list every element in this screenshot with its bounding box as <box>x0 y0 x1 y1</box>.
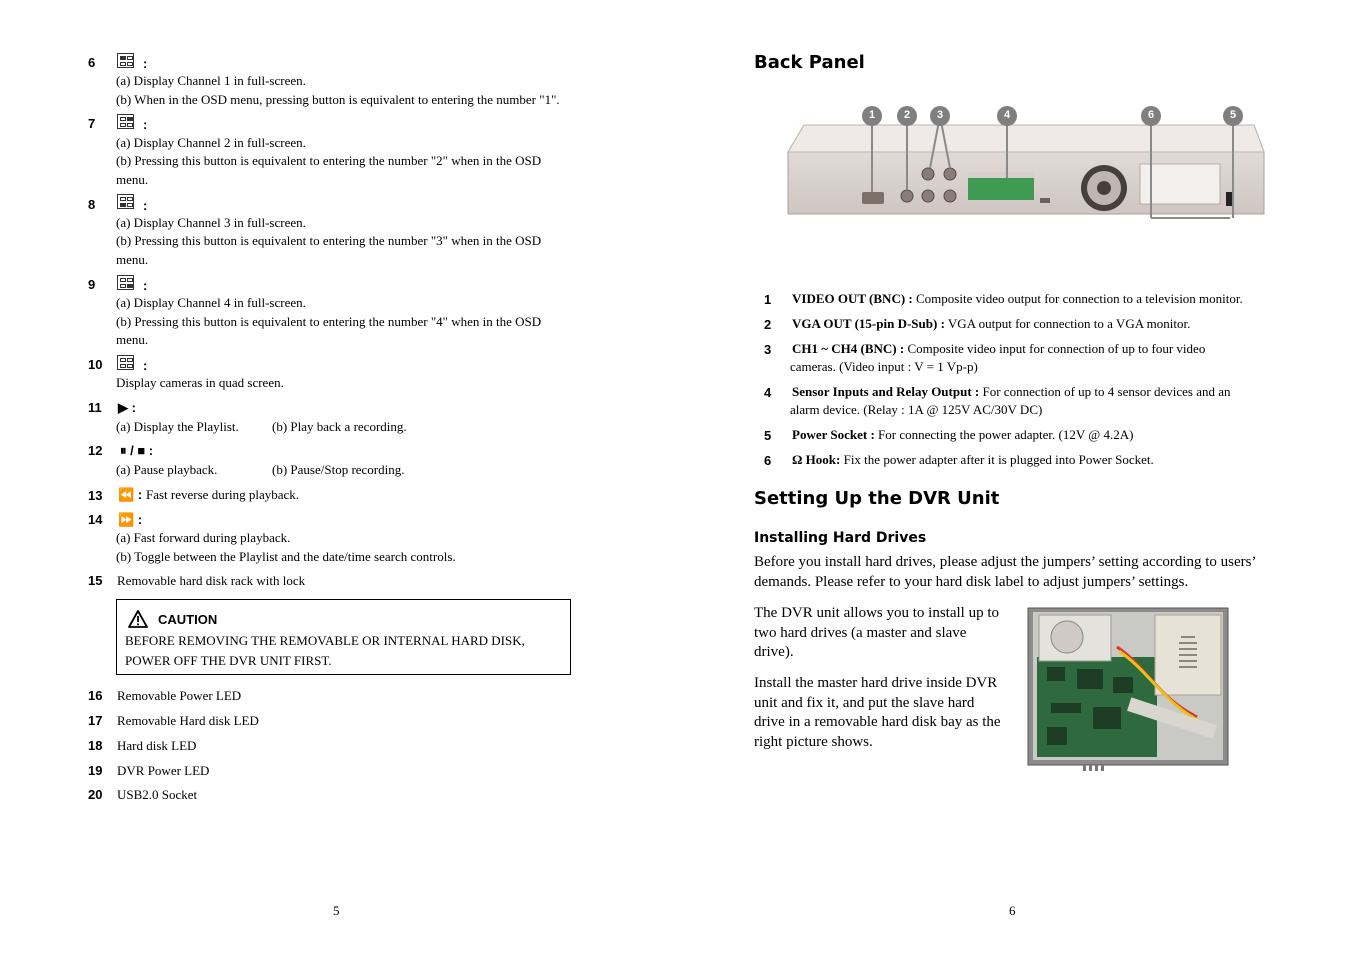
item-number: 3 <box>764 342 772 357</box>
callout-label: 1 <box>868 109 876 121</box>
right-page <box>676 0 1351 954</box>
caution-box <box>116 599 571 675</box>
item-line: DVR Power LED <box>117 763 210 778</box>
item-number: 11 <box>88 400 102 415</box>
item-desc: For connecting the power adapter. (12V @ 4.2A) <box>878 427 1134 442</box>
item-label: VGA OUT (15-pin D-Sub) : <box>792 316 945 331</box>
callout-label: 6 <box>1147 109 1155 121</box>
item-number: 10 <box>88 357 103 372</box>
item-line <box>792 290 1243 308</box>
channel-4-button-icon <box>117 275 134 290</box>
item-line <box>792 315 1190 333</box>
item-line: (a) Display Channel 3 in full-screen. <box>116 215 306 230</box>
callout-label: 5 <box>1229 109 1237 121</box>
caution-title: CAUTION <box>158 612 218 627</box>
item-label: Ω Hook: <box>792 452 841 467</box>
fast-forward-icon: ⏩ : <box>118 512 143 527</box>
item-number: 19 <box>88 763 103 778</box>
item-line: (a) Display the Playlist. <box>116 419 239 434</box>
item-line: menu. <box>116 332 149 347</box>
back-panel-heading: Back Panel <box>754 52 865 73</box>
item-desc: Fix the power adapter after it is plugged into Power Socket. <box>843 452 1154 467</box>
callout-label: 2 <box>903 109 911 121</box>
callout-label: 3 <box>936 109 944 121</box>
item-line <box>792 340 1205 358</box>
item-number: 2 <box>764 317 772 332</box>
pause-stop-icon: ⏸ / ■ : <box>120 443 154 458</box>
item-line: menu. <box>116 252 149 267</box>
item-number: 4 <box>764 385 772 400</box>
item-line: (b) Toggle between the Playlist and the date/time search controls. <box>116 549 456 564</box>
item-number: 7 <box>88 116 96 131</box>
item-line: (b) Pressing this button is equivalent to entering the number "3" when in the OSD <box>116 233 542 248</box>
item-line: Fast reverse during playback. <box>146 487 300 502</box>
item-number: 6 <box>764 453 772 468</box>
item-line <box>792 451 1154 469</box>
item-line: Display cameras in quad screen. <box>116 375 284 390</box>
quad-screen-button-icon <box>117 355 134 370</box>
warning-icon <box>128 610 148 628</box>
item-desc: Composite video input for connection of up to four video <box>907 341 1206 356</box>
item-label: Power Socket : <box>792 427 875 442</box>
item-line: (a) Display Channel 1 in full-screen. <box>116 73 306 88</box>
item-desc: For connection of up to 4 sensor devices and an <box>982 384 1231 399</box>
item-line: Removable hard disk rack with lock <box>117 573 306 588</box>
item-line: (b) When in the OSD menu, pressing button is equivalent to entering the number "1". <box>116 92 560 107</box>
item-line: (a) Display Channel 2 in full-screen. <box>116 135 306 150</box>
caution-line: BEFORE REMOVING THE REMOVABLE OR INTERNAL HARD DISK, <box>125 633 525 648</box>
item-line <box>792 383 1231 401</box>
colon: : <box>143 358 148 373</box>
item-number: 5 <box>764 428 772 443</box>
item-number: 13 <box>88 488 103 503</box>
item-line: Removable Hard disk LED <box>117 713 259 728</box>
item-label: Sensor Inputs and Relay Output : <box>792 384 980 399</box>
page-number: 6 <box>1009 903 1016 918</box>
item-line: (b) Pressing this button is equivalent to entering the number "4" when in the OSD <box>116 314 542 329</box>
item-label: VIDEO OUT (BNC) : <box>792 291 913 306</box>
colon: : <box>143 198 148 213</box>
item-number: 1 <box>764 292 772 307</box>
install-hard-drives-heading: Installing Hard Drives <box>754 530 927 546</box>
channel-2-button-icon <box>117 114 134 129</box>
item-number: 8 <box>88 197 96 212</box>
item-number: 16 <box>88 688 103 703</box>
item-number: 6 <box>88 55 96 70</box>
item-number: 20 <box>88 787 103 802</box>
item-line <box>792 426 1133 444</box>
item-line: Removable Power LED <box>117 688 242 703</box>
channel-3-button-icon <box>117 194 134 209</box>
item-line: menu. <box>116 172 149 187</box>
colon: : <box>143 117 148 132</box>
item-number: 12 <box>88 443 103 458</box>
item-line: cameras. (Video input : V = 1 Vp-p) <box>790 359 978 374</box>
callout-label: 4 <box>1003 109 1011 121</box>
caution-line: POWER OFF THE DVR UNIT FIRST. <box>125 653 332 668</box>
fast-reverse-icon: ⏪ : <box>118 487 143 502</box>
item-number: 14 <box>88 512 103 527</box>
item-number: 17 <box>88 713 103 728</box>
dvr-internal-photo <box>1027 607 1229 773</box>
item-number: 15 <box>88 573 103 588</box>
item-line: (a) Display Channel 4 in full-screen. <box>116 295 306 310</box>
item-desc: Composite video output for connection to a television monitor. <box>916 291 1243 306</box>
back-panel-image <box>784 100 1276 225</box>
item-line: (b) Pressing this button is equivalent to entering the number "2" when in the OSD <box>116 153 542 168</box>
item-line: (a) Fast forward during playback. <box>116 530 291 545</box>
play-icon: ▶ : <box>118 400 136 415</box>
colon: : <box>143 278 148 293</box>
item-desc: VGA output for connection to a VGA monitor. <box>947 316 1191 331</box>
setup-heading: Setting Up the DVR Unit <box>754 488 1000 509</box>
item-line: alarm device. (Relay : 1A @ 125V AC/30V DC) <box>790 402 1043 417</box>
left-page <box>0 0 675 954</box>
channel-1-button-icon <box>117 53 134 68</box>
paragraph: The DVR unit allows you to install up to two hard drives (a master and slave drive). <box>754 605 999 660</box>
item-number: 18 <box>88 738 103 753</box>
intro-paragraph: Before you install hard drives, please adjust the jumpers’ setting according to users’ demands. Please refer to your hard disk label to adjust jumpers’ settings. <box>754 554 1256 590</box>
item-line: (b) Pause/Stop recording. <box>272 462 405 477</box>
colon: : <box>143 56 148 71</box>
item-line: (a) Pause playback. <box>116 462 218 477</box>
paragraph: Install the master hard drive inside DVR unit and fix it, and put the slave hard drive in a removable hard disk bay as the right picture shows. <box>754 675 1001 750</box>
item-label: CH1 ~ CH4 (BNC) : <box>792 341 905 356</box>
item-line: Hard disk LED <box>117 738 197 753</box>
page-number: 5 <box>333 903 340 918</box>
item-line: (b) Play back a recording. <box>272 419 407 434</box>
item-number: 9 <box>88 277 96 292</box>
item-line: USB2.0 Socket <box>117 787 198 802</box>
